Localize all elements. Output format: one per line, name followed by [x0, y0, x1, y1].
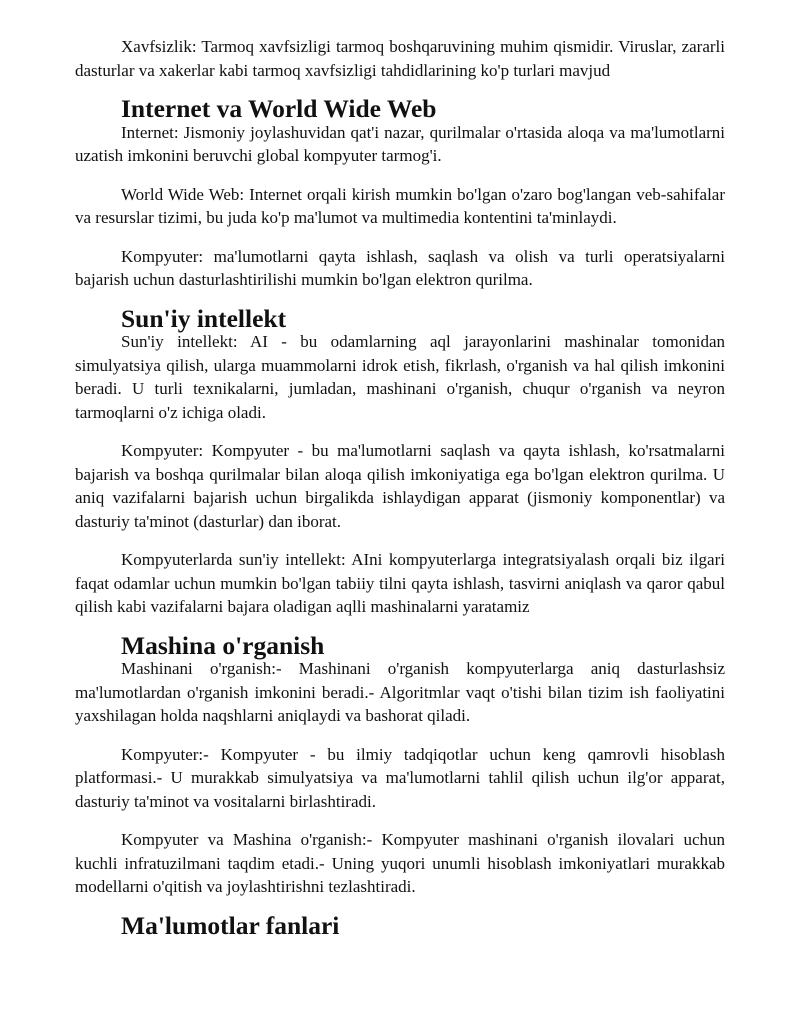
paragraph: Kompyuter: Kompyuter - bu ma'lumotlarni saqlash va qayta ishlash, ko'rsatmalarni bajarish va boshqa qurilmalar bilan aloqa qilish imkoniyatiga ega bo'lgan elektron qurilma. U aniq vazifalarni bajarish uchun birgalikda ishlaydigan apparat (jismoniy komponentlar) va dasturiy ta'minot (dasturlar) dan iborat.: [75, 441, 725, 531]
paragraph: Kompyuter va Mashina o'rganish:- Kompyuter mashinani o'rganish ilovalari uchun kuchli infratuzilmani taqdim etadi.- Uning yuqori unumli hisoblash imkoniyatlari murakkab modellarni o'qitish va joylashtirishni tezlashtiradi.: [75, 830, 725, 896]
paragraph: Internet: Jismoniy joylashuvidan qat'i nazar, qurilmalar o'rtasida aloqa va ma'lumotlarni uzatish imkonini beruvchi global kompyuter tarmog'i.: [75, 122, 725, 165]
section-heading: Mashina o'rganish: [121, 630, 325, 660]
section-internet: [75, 94, 725, 292]
paragraph: Kompyuterlarda sun'iy intellekt: AIni kompyuterlarga integratsiyalash orqali biz ilgari faqat odamlar uchun mumkin bo'lgan tabiiy tilni qayta ishlash, tasvirni aniqlash va qaror qabul qilish kabi vazifalarni bajara oladigan aqlli mashinalarni yaratamiz: [75, 550, 725, 616]
section-data-science: [75, 910, 725, 940]
section-heading: Ma'lumotlar fanlari: [121, 910, 340, 940]
paragraph: Kompyuter:- Kompyuter - bu ilmiy tadqiqotlar uchun keng qamrovli hisoblash platformasi.- U murakkab simulyatsiya va ma'lumotlarni tahlil qilish uchun ilg'or apparat, dasturiy ta'minot va vositalarni birlashtiradi.: [75, 744, 725, 811]
paragraph: Mashinani o'rganish:- Mashinani o'rganish kompyuterlarga aniq dasturlashsiz ma'lumotlardan o'rganish imkonini beradi.- Algoritmlar vaqt o'tishi bilan tizim ish faoliyatini yaxshilagan holda naqshlarni aniqlaydi va bashorat qiladi.: [75, 659, 725, 725]
section-heading: Internet va World Wide Web: [121, 94, 437, 123]
section-heading: Sun'iy intellekt: [121, 303, 287, 333]
paragraph: Kompyuter: ma'lumotlarni qayta ishlash, saqlash va olish va turli operatsiyalarni bajarish uchun dasturlashtirilishi mumkin bo'lgan elektron qurilma.: [75, 246, 725, 289]
section-ai: [75, 303, 725, 619]
section-machine-learning: [75, 630, 725, 899]
paragraph: Sun'iy intellekt: AI - bu odamlarning aql jarayonlarini mashinalar tomonidan simulyatsiya qilish, ularga muammolarni idrok etish, fikrlash, o'rganish va hal qilish imkonini beradi. U turli texnikalarni, jumladan, mashinani o'rganish, chuqur o'rganish va neyron tarmoqlarni o'z ichiga oladi.: [75, 332, 725, 422]
document-body: [75, 35, 725, 940]
paragraph: World Wide Web: Internet orqali kirish mumkin bo'lgan o'zaro bog'langan veb-sahifalar va resurslar tizimi, bu juda ko'p ma'lumot va multimedia kontentini ta'minlaydi.: [75, 184, 725, 227]
intro-paragraph: Xavfsizlik: Tarmoq xavfsizligi tarmoq boshqaruvining muhim qismidir. Viruslar, zararli dasturlar va xakerlar kabi tarmoq xavfsizligi tahdidlarining ko'p turlari mavjud: [75, 37, 725, 80]
